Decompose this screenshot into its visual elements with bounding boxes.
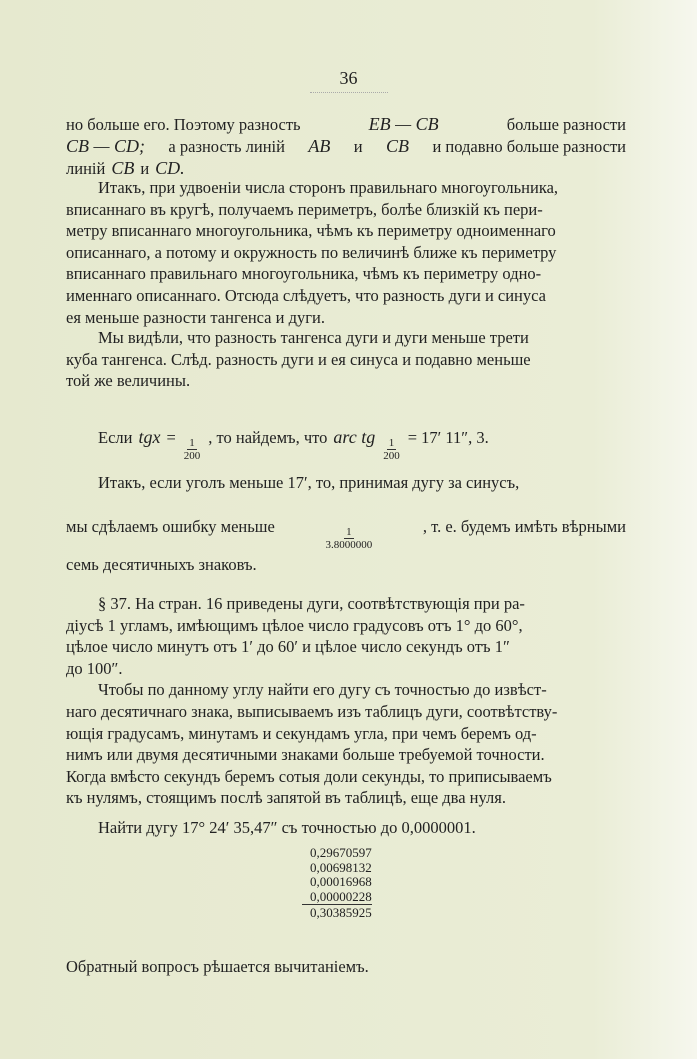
text-segment: § 37. На стран. 16 приведены дуги, соотвѣтствующія при ра-: [98, 594, 525, 613]
addend: 0,00000228: [310, 888, 372, 904]
fraction: [325, 526, 372, 551]
addend: 0,29670597: [310, 845, 372, 860]
text-segment: Обратный вопросъ рѣшается вычитаніемъ.: [66, 957, 369, 976]
text-line: [98, 328, 626, 348]
text-segment: Итакъ, при удвоеніи числа сторонъ правильнаго многоугольника,: [98, 178, 559, 197]
text-line: [66, 767, 626, 787]
text-line: [98, 818, 626, 838]
text-line: [66, 555, 626, 575]
text-segment: ея меньше разности тангенса и дуги.: [66, 308, 325, 327]
math-expression: AB: [308, 136, 331, 156]
text-segment: описаннаго, а потому и окружность по величинѣ ближе къ периметру: [66, 243, 557, 262]
text-segment: той же величины.: [66, 371, 191, 390]
text-segment: =: [166, 428, 176, 447]
text-line: [66, 308, 626, 328]
text-segment: Итакъ, если уголъ меньше 17′, то, принимая дугу за синусъ,: [98, 473, 520, 492]
text-segment: Чтобы по данному углу найти его дугу съ точностью до извѣст-: [98, 680, 547, 699]
text-segment: цѣлое число минутъ отъ 1′ до 60′ и цѣлое число секундъ отъ 1″: [66, 637, 510, 656]
text-segment: но больше его. Поэтому разность: [66, 115, 301, 134]
text-line: [66, 264, 626, 284]
fraction-numerator: 1: [346, 526, 352, 538]
text-segment: ющія градусамъ, минутамъ и секундамъ угла, при чемъ беремъ од-: [66, 724, 537, 743]
text-line: [66, 637, 626, 657]
math-expression: CB: [386, 136, 410, 156]
text-line: [98, 473, 626, 493]
text-segment: именнаго описаннаго. Отсюда слѣдуетъ, что разность дуги и синуса: [66, 286, 546, 305]
text-segment: линій: [66, 159, 106, 178]
text-line: [66, 350, 626, 370]
text-line: [66, 745, 626, 765]
math-expression: arc tg: [333, 427, 376, 447]
text-segment: вписаннаго въ кругѣ, получаемъ периметръ, болѣе близкій къ пери-: [66, 200, 543, 219]
text-line: [66, 136, 626, 157]
text-segment: къ нулямъ, стоящимъ послѣ запятой въ таблицѣ, еще два нуля.: [66, 788, 506, 807]
text-line: [98, 594, 626, 614]
text-line: [66, 221, 626, 241]
text-line: [66, 616, 626, 636]
text-line: [98, 427, 626, 462]
text-line: [66, 286, 626, 306]
text-segment: семь десятичныхъ знаковъ.: [66, 555, 257, 574]
text-segment: наго десятичнаго знака, выписываемъ изъ таблицъ дуги, соотвѣтству-: [66, 702, 558, 721]
text-segment: = 17′ 11″, 3.: [407, 428, 489, 447]
text-segment: , т. е. будемъ имѣть вѣрными: [422, 517, 626, 536]
math-expression: tgx: [138, 427, 161, 447]
text-segment: куба тангенса. Слѣд. разность дуги и ея синуса и подавно меньше: [66, 350, 531, 369]
fraction-numerator: 1: [189, 437, 195, 449]
math-expression: CB — CD;: [66, 136, 146, 156]
fraction-numerator: 1: [388, 437, 395, 449]
fraction: [184, 437, 201, 462]
text-segment: и: [353, 137, 363, 156]
addend: 0,00016968: [310, 874, 372, 889]
page-number: 36: [339, 68, 358, 88]
text-line: [66, 957, 626, 977]
text-line: [98, 680, 626, 700]
fraction-denominator: 200: [383, 450, 400, 462]
text-line: [66, 114, 626, 135]
text-segment: и: [140, 159, 150, 178]
text-segment: вписаннаго правильнаго многоугольника, чѣмъ къ периметру одно-: [66, 264, 542, 283]
fraction-denominator: 200: [183, 450, 201, 462]
text-line: [66, 659, 626, 679]
text-segment: Когда вмѣсто секундъ беремъ сотыя доли секунды, то приписываемъ: [66, 767, 552, 786]
text-segment: діусѣ 1 угламъ, имѣющимъ цѣлое число градусовъ отъ 1° до 60°,: [66, 616, 523, 635]
text-line: [66, 243, 626, 263]
fraction: [383, 437, 400, 462]
text-line: [66, 788, 626, 808]
text-line: [66, 200, 626, 220]
text-segment: Мы видѣли, что разность тангенса дуги и дуги меньше трети: [98, 328, 529, 347]
page-number-rule: [310, 92, 388, 93]
math-expression: CB: [111, 158, 135, 178]
text-line: [66, 702, 626, 722]
addend: 0,00698132: [310, 859, 372, 875]
text-segment: нимъ или двумя десятичными знаками больше требуемой точности.: [66, 745, 545, 764]
text-line: [66, 724, 626, 744]
text-segment: мы сдѣлаемъ ошибку меньше: [66, 517, 275, 536]
text-segment: а разность линій: [168, 137, 285, 156]
math-expression: CD.: [155, 158, 185, 178]
addition-sum: [310, 846, 372, 921]
text-segment: Найти дугу 17° 24′ 35,47″ съ точностью до 0,0000001.: [98, 818, 476, 837]
text-segment: метру вписаннаго многоугольника, чѣмъ къ периметру одноименнаго: [66, 221, 556, 240]
text-line: [66, 158, 626, 179]
text-line: [66, 517, 626, 551]
text-segment: больше разности: [506, 115, 626, 134]
text-line: [66, 371, 626, 391]
text-segment: и подавно больше разности: [432, 137, 626, 156]
text-segment: , то найдемъ, что: [208, 428, 328, 447]
text-segment: Если: [98, 428, 133, 447]
sum-total: 0,30385925: [302, 904, 372, 921]
fraction-denominator: 3.8000000: [325, 539, 373, 551]
text-segment: до 100″.: [66, 659, 123, 678]
math-expression: EB — CB: [368, 114, 439, 134]
text-line: [98, 178, 626, 198]
